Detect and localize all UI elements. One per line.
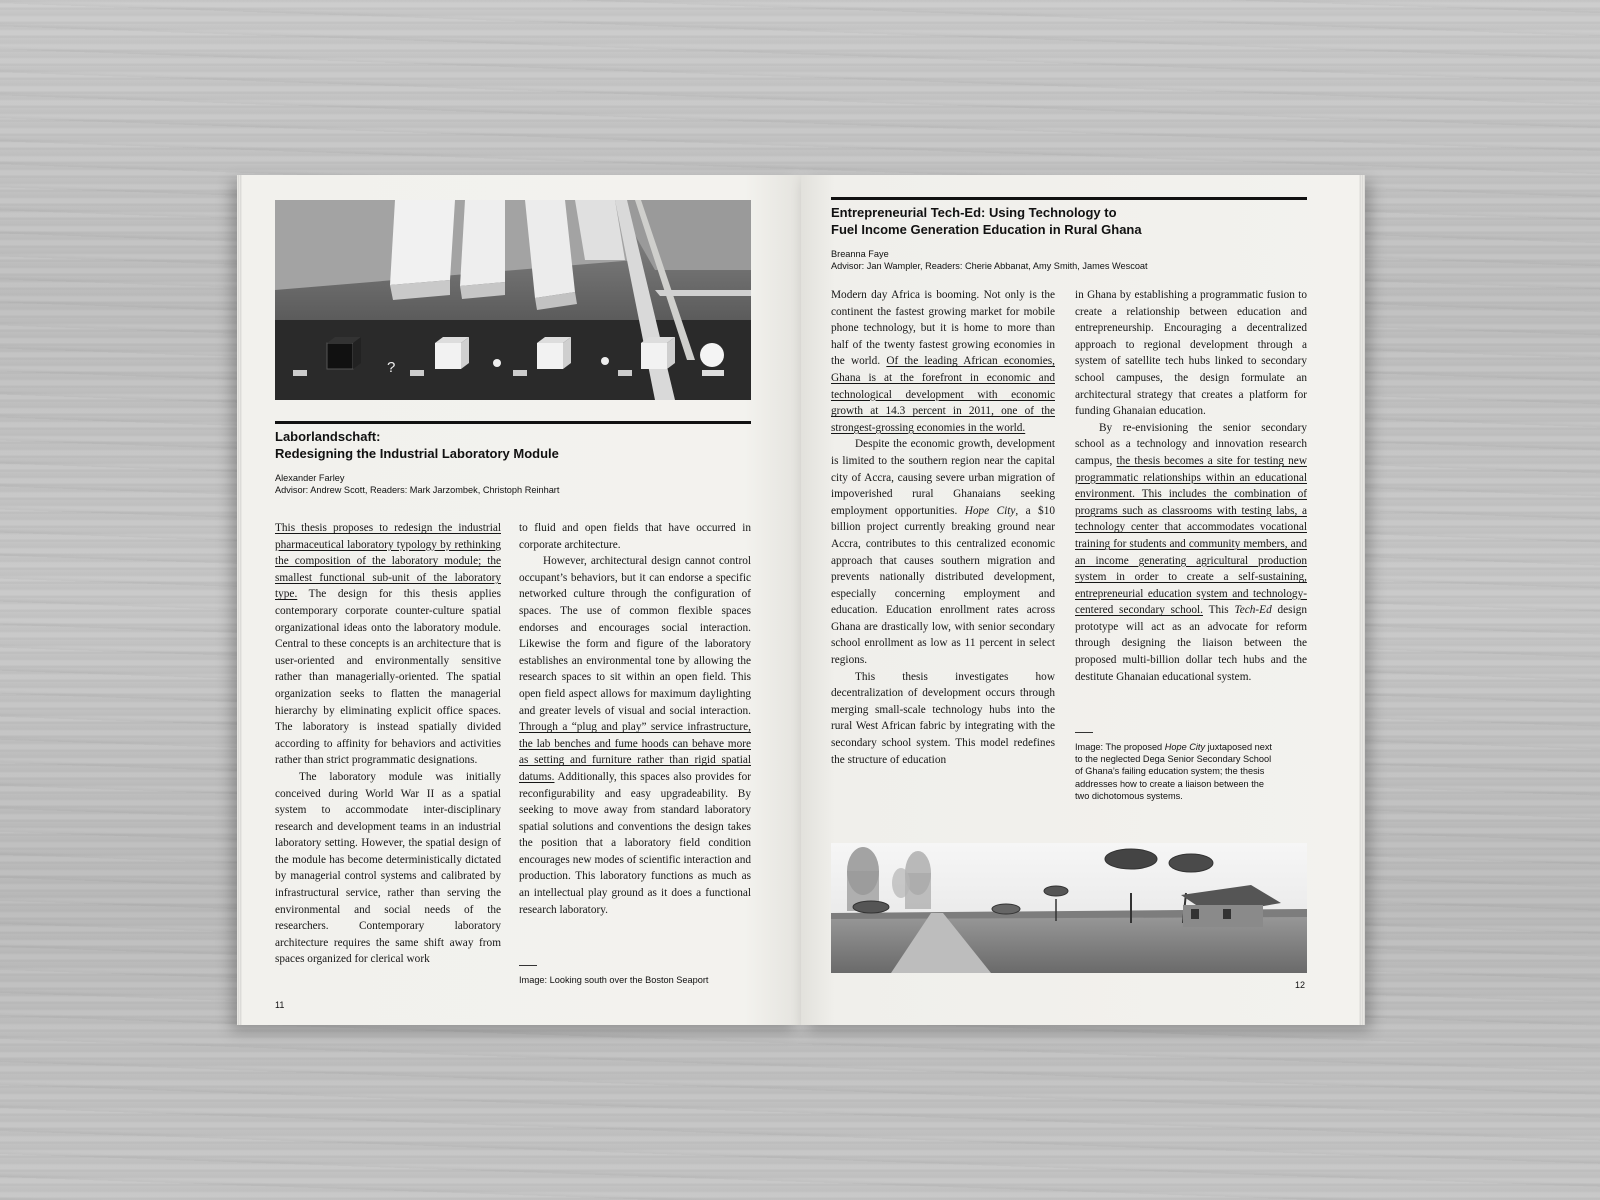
paragraph-text: However, architectural design cannot control occupant’s behaviors, but it can endorse a specific networked culture through the configuration of spaces. The use of common flexible spaces endorses and encourages social interaction. Likewise the form and figure of the laboratory establishes an environmental tone by allowing the research spaces to sit within an open field. This open field aspect allows for maximum daylighting and greater levels of visual and social interaction. [519, 555, 751, 717]
article-title [275, 428, 751, 462]
caption-italic: Hope City [1164, 742, 1206, 752]
paragraph-text: , a $10 billion project currently breaking ground near Accra, contributes to this centralized economic approach that causes southern migration and prevents nationally distributed development, especially concerning employment and education. Education enrollment rates across Ghana are drastically low, with senior secondary school enrollment as low as 11 percent in select regions. [831, 504, 1055, 667]
paragraph [519, 553, 751, 918]
paragraph-text: Additionally, this spaces also provides for reconfigurability and easy upgradeability. By seeking to move away from standard laboratory spatial solutions and conventions the design takes the position that a laboratory field condition encourages new modes of scientific interaction and production. This laboratory functions as much as an intellectual play ground as it does a functional research laboratory. [519, 770, 751, 916]
paragraph-text: The design for this thesis applies contemporary corporate counter-culture spatial organizational ideas onto the laboratory module. Central to these concepts is an architecture that is user-oriented and environmentally sensitive rather than managerially-oriented. The spatial organization seeks to flatten the managerial hierarchy by eliminating explicit office spaces. The laboratory is instead spatially divided according to affinity for behaviors and activities rather than strict programmatic designations. [275, 588, 501, 767]
title-rule [831, 197, 1307, 200]
right-page [801, 175, 1365, 1025]
underlined-text: Through a “plug and play” service infrastructure, the lab benches and fume hoods can behave more as setting and furniture rather than rigid spatial datums. [519, 721, 751, 783]
page-number: 11 [275, 1000, 285, 1010]
advisor-line: Advisor: Andrew Scott, Readers: Mark Jarzombek, Christoph Reinhart [275, 485, 560, 495]
image-caption [519, 965, 751, 986]
caption-text: Image: Looking south over the Boston Seaport [519, 975, 709, 985]
italic-text: Tech-Ed [1234, 604, 1272, 617]
caption-text: Image: The proposed [1075, 742, 1165, 752]
caption-text: juxtaposed next to the neglected Dega Senior Secondary School of Ghana’s failing education system; the thesis addresses how to create a liaison between the two dichotomous systems. [1075, 742, 1272, 801]
italic-text: Hope City [964, 504, 1016, 517]
paragraph: The laboratory module was initially conceived during World War II as a spatial system to accommodate inter-disciplinary research and development teams in an industrial laboratory setting. However, the spatial design of the module has become deterministically dictated by managerial control systems and calibrated by infrastructural service, rather than serving the environmental and social needs of the researchers. Contemporary laboratory architecture requires the same shift away from spaces organized for clerical work [275, 770, 501, 966]
paragraph [275, 520, 501, 769]
author-name: Breanna Faye [831, 249, 889, 259]
booklet-spread [237, 175, 1365, 1025]
body-column-2 [519, 520, 751, 918]
article-title-line2: Redesigning the Industrial Laboratory Module [275, 446, 559, 461]
left-page [237, 175, 801, 1025]
underlined-text: the thesis becomes a site for testing new programmatic relationships within an educational environment. This includes the combination of programs such as classrooms with testing labs, a technology center that accommodates vocational training for students and community members, and an income generating agricultural production system in order to create a self-sustaining, entrepreneurial education system and technology-centered secondary school. [1075, 454, 1307, 617]
title-rule [275, 421, 751, 424]
laboratory-aerial-illustration [275, 200, 751, 400]
paragraph [1075, 420, 1307, 686]
underlined-text: Of the leading African economies, Ghana is at the forefront in economic and technological development with economic growth at 14.3 percent in 2011, one of the strongest-grossing economies in the world. [831, 355, 1055, 434]
paragraph-text: By re-envisioning the senior secondary school as a technology and innovation research campus, [1075, 421, 1307, 467]
paragraph-text: Modern day Africa is booming. Not only is the continent the fastest growing market for mobile phone technology, but it is home to more than half of the twenty fastest growing economies in the world. [831, 289, 1055, 368]
rural-ghana-landscape-figure [831, 843, 1307, 973]
article-title-line1: Laborlandschaft: [275, 429, 381, 444]
paragraph: This thesis investigates how decentralization of development occurs through merging small-scale technology hubs into the rural West African fabric by integrating with the secondary school system. This model redefines the structure of education [831, 670, 1055, 766]
paragraph [831, 436, 1055, 668]
author-block [275, 472, 751, 496]
paragraph-text: design prototype will act as an advocate for reform through designing the liaison between the proposed multi-billion dollar tech hubs and the destitute Ghanaian educational system. [1075, 604, 1308, 683]
image-caption [1075, 732, 1275, 802]
paragraph: to fluid and open fields that have occurred in corporate architecture. [519, 522, 751, 551]
paragraph-text: Despite the economic growth, development is limited to the southern region near the capital city of Accra, causing severe urban migration of impoverished rural Ghanaians seeking employment opportunities. [831, 438, 1055, 517]
underlined-text: This thesis proposes to redesign the industrial pharmaceutical laboratory typology by rethinking the composition of the laboratory module; the smallest functional sub-unit of the laboratory type. [275, 522, 501, 601]
svg-text:?: ? [387, 359, 396, 376]
body-column-1 [275, 520, 501, 968]
page-number: 12 [1295, 980, 1306, 990]
caption-dash [519, 965, 537, 966]
paragraph [831, 287, 1055, 436]
advisor-line: Advisor: Jan Wampler, Readers: Cherie Abbanat, Amy Smith, James Wescoat [831, 261, 1148, 271]
author-block [831, 248, 1307, 272]
body-column-1 [831, 287, 1055, 768]
body-column-2 [1075, 287, 1307, 685]
paragraph: in Ghana by establishing a programmatic fusion to create a relationship between education and entrepreneurship. Encouraging a decentralized approach to regional development through a system of satellite tech hubs linked to secondary school campuses, the design formulate an architectural strategy that creates a platform for funding Ghanaian education. [1075, 289, 1307, 418]
landscape-photo-illustration [831, 843, 1307, 973]
article-title-line2: Fuel Income Generation Education in Rural Ghana [831, 222, 1142, 237]
article-title-line1: Entrepreneurial Tech-Ed: Using Technology to [831, 205, 1117, 220]
laboratory-aerial-figure [275, 200, 751, 400]
article-title [831, 204, 1307, 238]
author-name: Alexander Farley [275, 473, 345, 483]
paragraph-text: This [1202, 604, 1235, 617]
caption-dash [1075, 732, 1093, 733]
